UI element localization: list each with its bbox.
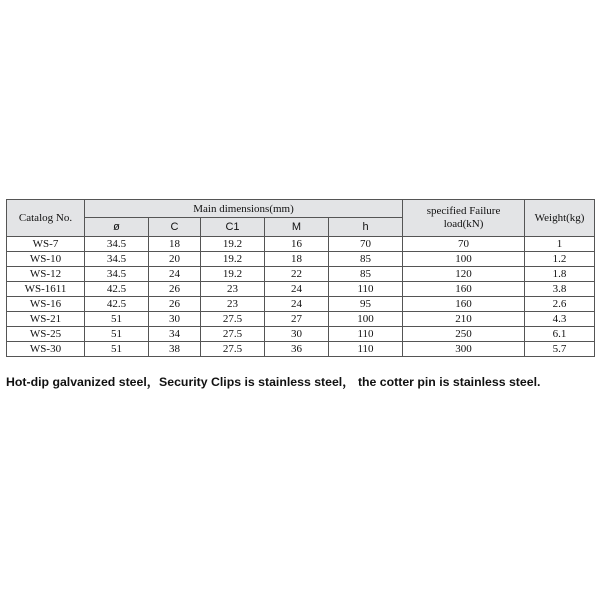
failure-load-cell: 120	[403, 267, 525, 282]
diameter-cell: 51	[85, 312, 149, 327]
catalog-cell: WS-1611	[7, 282, 85, 297]
dim-header-m: M	[265, 218, 329, 237]
c1-cell: 27.5	[201, 342, 265, 357]
m-cell: 22	[265, 267, 329, 282]
failure-load-cell: 160	[403, 282, 525, 297]
weight-cell: 1.8	[525, 267, 595, 282]
failure-load-cell: 160	[403, 297, 525, 312]
weight-cell: 6.1	[525, 327, 595, 342]
c1-cell: 27.5	[201, 327, 265, 342]
catalog-cell: WS-30	[7, 342, 85, 357]
table-row	[7, 267, 595, 282]
table-row	[7, 312, 595, 327]
c-cell: 26	[149, 297, 201, 312]
m-cell: 36	[265, 342, 329, 357]
c1-cell: 19.2	[201, 267, 265, 282]
main-dimensions-header: Main dimensions(mm)	[85, 200, 403, 218]
c-cell: 18	[149, 237, 201, 252]
diameter-cell: 51	[85, 342, 149, 357]
failure-load-header-line1: specified Failure	[426, 205, 501, 217]
c-cell: 38	[149, 342, 201, 357]
m-cell: 18	[265, 252, 329, 267]
diameter-cell: 42.5	[85, 297, 149, 312]
h-cell: 110	[329, 282, 403, 297]
weight-cell: 4.3	[525, 312, 595, 327]
failure-load-cell: 70	[403, 237, 525, 252]
failure-load-cell: 250	[403, 327, 525, 342]
catalog-cell: WS-7	[7, 237, 85, 252]
c1-cell: 19.2	[201, 237, 265, 252]
table-row	[7, 342, 595, 357]
spec-table	[6, 199, 595, 357]
material-note: Hot-dip galvanized steel，Security Clips is stainless steel， the cotter pin is stainless steel.	[6, 375, 541, 389]
failure-load-cell: 300	[403, 342, 525, 357]
c1-cell: 23	[201, 282, 265, 297]
weight-cell: 5.7	[525, 342, 595, 357]
c-cell: 26	[149, 282, 201, 297]
m-cell: 24	[265, 297, 329, 312]
weight-cell: 3.8	[525, 282, 595, 297]
m-cell: 24	[265, 282, 329, 297]
dim-header-c1: C1	[201, 218, 265, 237]
catalog-cell: WS-25	[7, 327, 85, 342]
diameter-cell: 34.5	[85, 252, 149, 267]
dim-header-h: h	[329, 218, 403, 237]
m-cell: 30	[265, 327, 329, 342]
c1-cell: 19.2	[201, 252, 265, 267]
failure-load-header	[403, 200, 525, 237]
weight-header: Weight(kg)	[525, 200, 595, 237]
diameter-cell: 34.5	[85, 237, 149, 252]
h-cell: 95	[329, 297, 403, 312]
h-cell: 70	[329, 237, 403, 252]
failure-load-cell: 210	[403, 312, 525, 327]
catalog-cell: WS-16	[7, 297, 85, 312]
c-cell: 34	[149, 327, 201, 342]
diameter-cell: 51	[85, 327, 149, 342]
c-cell: 24	[149, 267, 201, 282]
table-row	[7, 297, 595, 312]
h-cell: 110	[329, 342, 403, 357]
h-cell: 85	[329, 252, 403, 267]
catalog-header: Catalog No.	[7, 200, 85, 237]
c1-cell: 23	[201, 297, 265, 312]
weight-cell: 1.2	[525, 252, 595, 267]
dim-header-diameter: ø	[85, 218, 149, 237]
table-row	[7, 252, 595, 267]
m-cell: 16	[265, 237, 329, 252]
weight-cell: 2.6	[525, 297, 595, 312]
catalog-cell: WS-12	[7, 267, 85, 282]
table-row	[7, 237, 595, 252]
c-cell: 20	[149, 252, 201, 267]
table-row	[7, 282, 595, 297]
catalog-cell: WS-10	[7, 252, 85, 267]
c1-cell: 27.5	[201, 312, 265, 327]
failure-load-cell: 100	[403, 252, 525, 267]
h-cell: 85	[329, 267, 403, 282]
table-row	[7, 327, 595, 342]
h-cell: 100	[329, 312, 403, 327]
diameter-cell: 34.5	[85, 267, 149, 282]
weight-cell: 1	[525, 237, 595, 252]
c-cell: 30	[149, 312, 201, 327]
h-cell: 110	[329, 327, 403, 342]
dim-header-c: C	[149, 218, 201, 237]
diameter-cell: 42.5	[85, 282, 149, 297]
failure-load-header-line2: load(kN)	[443, 218, 484, 230]
m-cell: 27	[265, 312, 329, 327]
catalog-cell: WS-21	[7, 312, 85, 327]
